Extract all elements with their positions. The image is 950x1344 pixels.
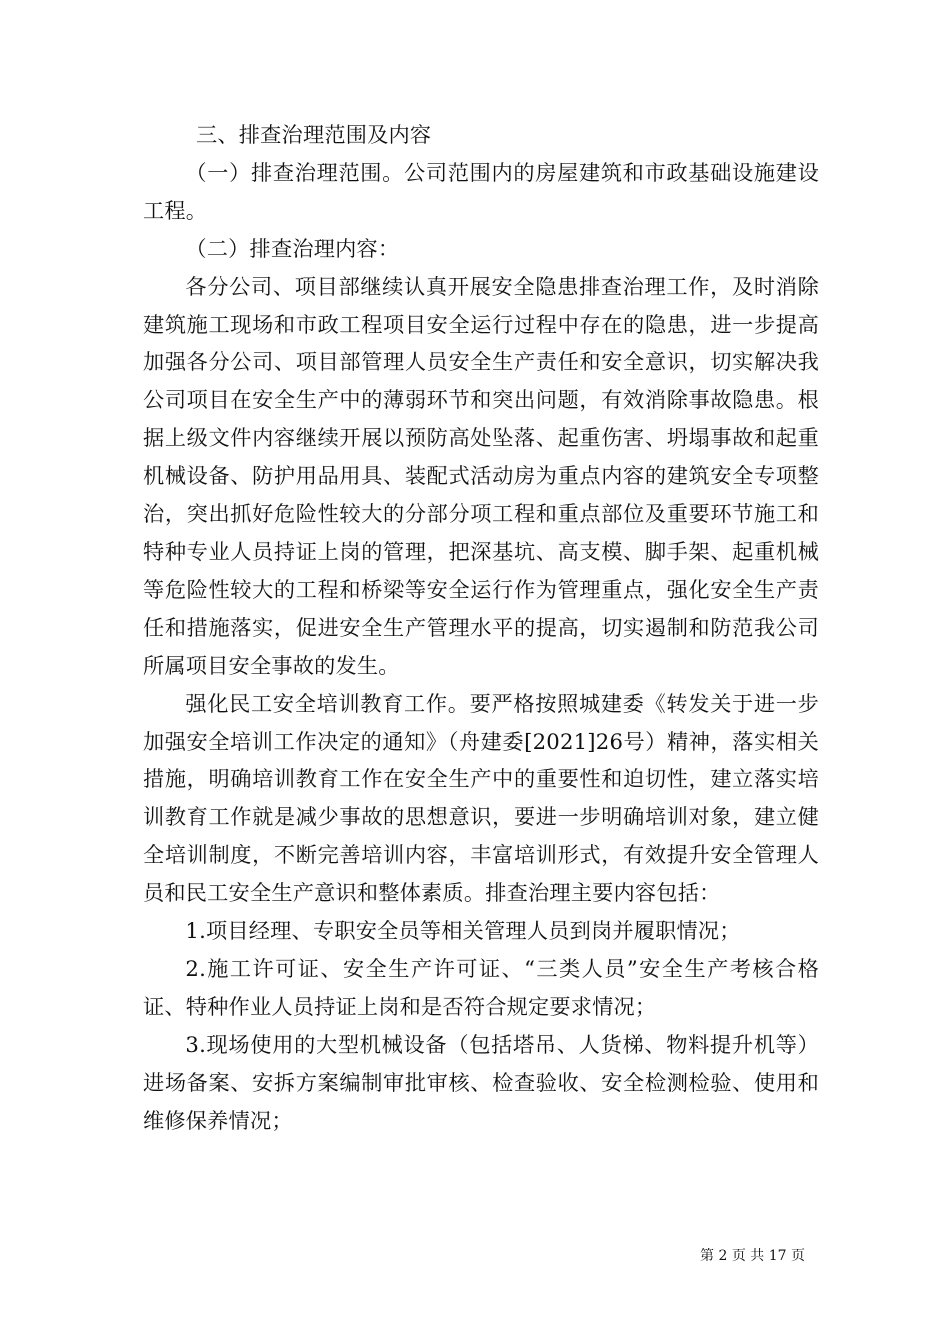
- paragraph-scope: （一）排查治理范围。公司范围内的房屋建筑和市政基础设施建设工程。: [143, 159, 819, 223]
- footer-prefix: 第: [700, 1248, 714, 1264]
- list-item-1: 1.项目经理、专职安全员等相关管理人员到岗并履职情况；: [185, 918, 741, 944]
- list-item-3: 3.现场使用的大型机械设备（包括塔吊、人货梯、物料提升机等）进场备案、安拆方案编制审批审核、检查验收、安全检测检验、使用和维修保养情况；: [143, 1031, 819, 1133]
- paragraph-safety-training: 强化民工安全培训教育工作。要严格按照城建委《转发关于进一步加强安全培训工作决定的通知》（舟建委[2021]26号）精神，落实相关措施，明确培训教育工作在安全生产中的重要性和迫切性，建立落实培训教育工作就是减少事故的思想意识，要进一步明确培训对象，建立健全培训制度，不断完善培训内容，丰富培训形式，有效提升安全管理人员和民工安全生产意识和整体素质。排查治理主要内容包括：: [143, 690, 819, 906]
- page-number-footer: [700, 1245, 805, 1265]
- footer-current-page: 2: [718, 1248, 728, 1264]
- paragraph-content-heading: （二）排查治理内容：: [185, 235, 400, 261]
- footer-middle: 页 共: [731, 1248, 765, 1264]
- paragraph-hazard-investigation: 各分公司、项目部继续认真开展安全隐患排查治理工作，及时消除建筑施工现场和市政工程项目安全运行过程中存在的隐患，进一步提高加强各分公司、项目部管理人员安全生产责任和安全意识，切实解决我公司项目在安全生产中的薄弱环节和突出问题，有效消除事故隐患。根据上级文件内容继续开展以预防高处坠落、起重伤害、坍塌事故和起重机械设备、防护用品用具、装配式活动房为重点内容的建筑安全专项整治，突出抓好危险性较大的分部分项工程和重点部位及重要环节施工和特种专业人员持证上岗的管理，把深基坑、高支模、脚手架、起重机械等危险性较大的工程和桥梁等安全运行作为管理重点，强化安全生产责任和措施落实，促进安全生产管理水平的提高，切实遏制和防范我公司所属项目安全事故的发生。: [143, 273, 819, 678]
- document-body: [143, 116, 819, 1139]
- footer-total-pages: 17: [768, 1248, 787, 1264]
- footer-suffix: 页: [791, 1248, 806, 1264]
- section-heading: 三、排查治理范围及内容: [196, 122, 432, 147]
- list-item-2: 2.施工许可证、安全生产许可证、“三类人员”安全生产考核合格证、特种作业人员持证上岗和是否符合规定要求情况；: [143, 955, 819, 1019]
